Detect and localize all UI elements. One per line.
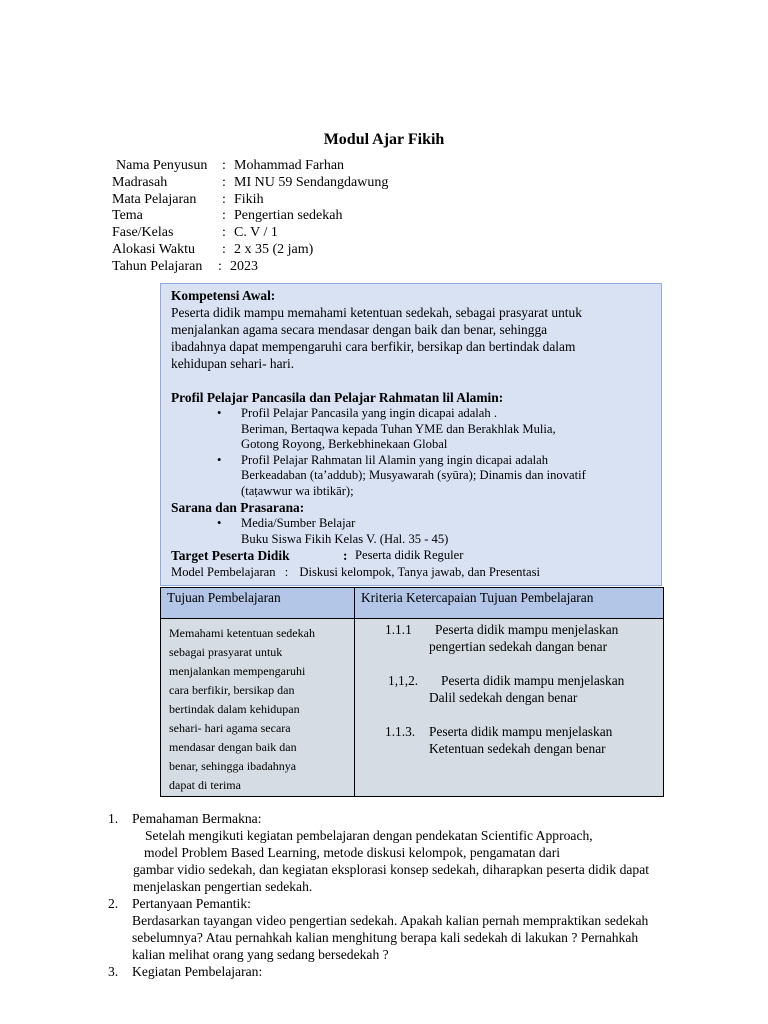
section-line: kalian melihat orang yang sedang bersedekah ? [132,947,389,962]
module-info [112,158,388,276]
section-line: model Problem Based Learning, metode diskusi kelompok, pengamatan dari [144,845,561,860]
target-row [171,547,651,564]
model-label: Model Pembelajaran [171,565,276,579]
criteria-line: Peserta didik mampu menjelaskan [441,673,625,688]
table-header-criteria: Kriteria Ketercapaian Tujuan Pembelajaran [355,588,664,619]
criteria-line: Peserta didik mampu menjelaskan [435,622,619,637]
target-label: Target Peserta Didik [171,548,290,563]
objective-line: bertindak dalam kehidupan [169,702,300,716]
objective-line: sebagai prasyarat untuk [169,645,283,659]
meta-row-year [112,259,388,276]
bullet-line: Beriman, Bertaqwa kepada Tuhan YME dan Berakhlak Mulia, [241,421,556,436]
bullet-line: Gotong Royong, Berkebhinekaan Global [241,437,448,451]
objective-line: cara berfikir, bersikap dan [169,683,295,697]
section-line: Setelah mengikuti kegiatan pembelajaran dengan pendekatan Scientific Approach, [145,828,593,843]
criteria-line: Peserta didik mampu menjelaskan [429,724,613,739]
meta-label: Madrasah [112,174,168,190]
objective-line: Memahami ketentuan sedekah [169,626,315,640]
meta-label: Mata Pelajaran [112,191,197,207]
meta-row-theme [112,208,388,225]
objective-line: sehari- hari agama secara [169,721,291,735]
meta-value: 2023 [230,258,258,274]
bullet-icon: • [217,452,222,467]
bullet-line: Profil Pelajar Pancasila yang ingin dicapai adalah . [241,406,497,420]
target-separator: : [343,548,348,563]
target-value: Peserta didik Reguler [355,548,464,562]
meta-row-class [112,225,388,242]
criteria-line: pengertian sedekah dangan benar [429,639,608,654]
document-title: Modul Ajar Fikih [323,131,445,148]
section-line: sebelumnya? Atau pernahkah kalian menghitung berapa kali sedekah di lakukan ? Pernahkah [132,930,639,945]
meta-row-time [112,242,388,259]
meta-row-subject [112,192,388,209]
competency-box [160,283,662,586]
facilities-bullet-item [171,516,651,547]
meta-separator: : [222,174,226,190]
meta-label: Fase/Kelas [112,225,174,241]
model-value: Diskusi kelompok, Tanya jawab, dan Presentasi [299,565,540,579]
section-number: 3. [108,964,119,979]
bullet-line: Media/Sumber Belajar [241,516,356,530]
meta-label: Alokasi Waktu [112,241,195,257]
meta-value: 2 x 35 (2 jam) [234,241,314,257]
criteria-line: Ketentuan sedekah dengan benar [429,741,606,756]
meta-separator: : [218,258,222,274]
criteria-number: 1,1,2. [388,673,419,688]
criteria-cell [355,619,664,797]
criteria-item [355,621,663,655]
section-understanding [108,810,748,895]
bullet-icon: • [217,406,222,420]
meta-label: Tema [112,208,143,224]
table-row [161,619,664,797]
section-number: 2. [108,896,119,911]
meta-separator: : [222,208,226,224]
criteria-item [355,723,663,757]
meta-value: Mohammad Farhan [234,158,345,173]
criteria-number: 1.1.1 [385,622,412,637]
meta-value: C. V / 1 [234,225,278,241]
bullet-line: Buku Siswa Fikih Kelas V. (Hal. 35 - 45) [241,531,449,546]
bullet-line: Profil Pelajar Rahmatan lil Alamin yang ingin dicapai adalah [241,452,549,467]
meta-separator: : [222,191,226,207]
meta-value: Pengertian sedekah [234,208,343,224]
table-header-row [161,588,664,619]
section-heading: Pertanyaan Pemantik: [132,896,251,911]
model-row [171,564,651,581]
competency-line: ibadahnya dapat mempengaruhi cara berfikir, bersikap dan bertindak dalam [171,339,576,354]
meta-separator: : [222,241,226,257]
competency-line: kehidupan sehari- hari. [171,356,295,371]
section-heading: Kegiatan Pembelajaran: [132,964,263,979]
profile-bullet-item [171,453,651,500]
competency-heading: Kompetensi Awal: [171,288,276,303]
criteria-number: 1.1.3. [385,724,416,739]
facilities-heading: Sarana dan Prasarana: [171,500,305,515]
objective-line: dapat di terima [169,778,241,792]
criteria-item [355,672,663,706]
objective-line: benar, sehingga ibadahnya [169,759,297,773]
section-trigger-questions [108,895,748,963]
profile-heading: Profil Pelajar Pancasila dan Pelajar Rahmatan lil Alamin: [171,390,504,405]
meta-separator: : [222,158,226,173]
objectives-table [160,587,664,797]
meta-label: Nama Penyusun [116,158,208,173]
section-heading: Pemahaman Bermakna: [132,811,262,826]
objectives-cell [161,619,355,797]
meta-row-author [112,158,388,175]
table-header-objectives: Tujuan Pembelajaran [161,588,355,619]
section-line: Berdasarkan tayangan video pengertian sedekah. Apakah kalian pernah mempraktikan sedekah [132,913,649,928]
bullet-icon: • [217,516,222,530]
bullet-line: (taṭawwur wa ibtikār); [241,483,354,498]
meta-label: Tahun Pelajaran [112,258,203,274]
meta-row-school [112,175,388,192]
section-number: 1. [108,811,119,826]
bullet-line: Berkeadaban (ta’addub); Musyawarah (syūra); Dinamis dan inovatif [241,468,586,482]
competency-line: menjalankan agama secara mendasar dengan baik dan benar, sehingga [171,322,548,337]
section-line: gambar vidio sedekah, dan kegiatan eksplorasi konsep sedekah, diharapkan peserta didik dapat [133,862,650,877]
criteria-line: Dalil sedekah dengan benar [429,690,578,705]
objective-line: mendasar dengan baik dan [169,740,297,754]
profile-bullet-item [171,406,651,453]
meta-separator: : [222,225,226,241]
meta-value: MI NU 59 Sendangdawung [234,174,389,190]
objective-line: menjalankan mempengaruhi [169,664,306,678]
section-activities [108,963,748,980]
meta-value: Fikih [234,191,264,207]
model-separator: : [284,565,289,579]
section-list [108,810,748,980]
competency-line: Peserta didik mampu memahami ketentuan sedekah, sebagai prasyarat untuk [171,305,582,320]
section-line: menjelaskan pengertian sedekah. [133,879,313,894]
